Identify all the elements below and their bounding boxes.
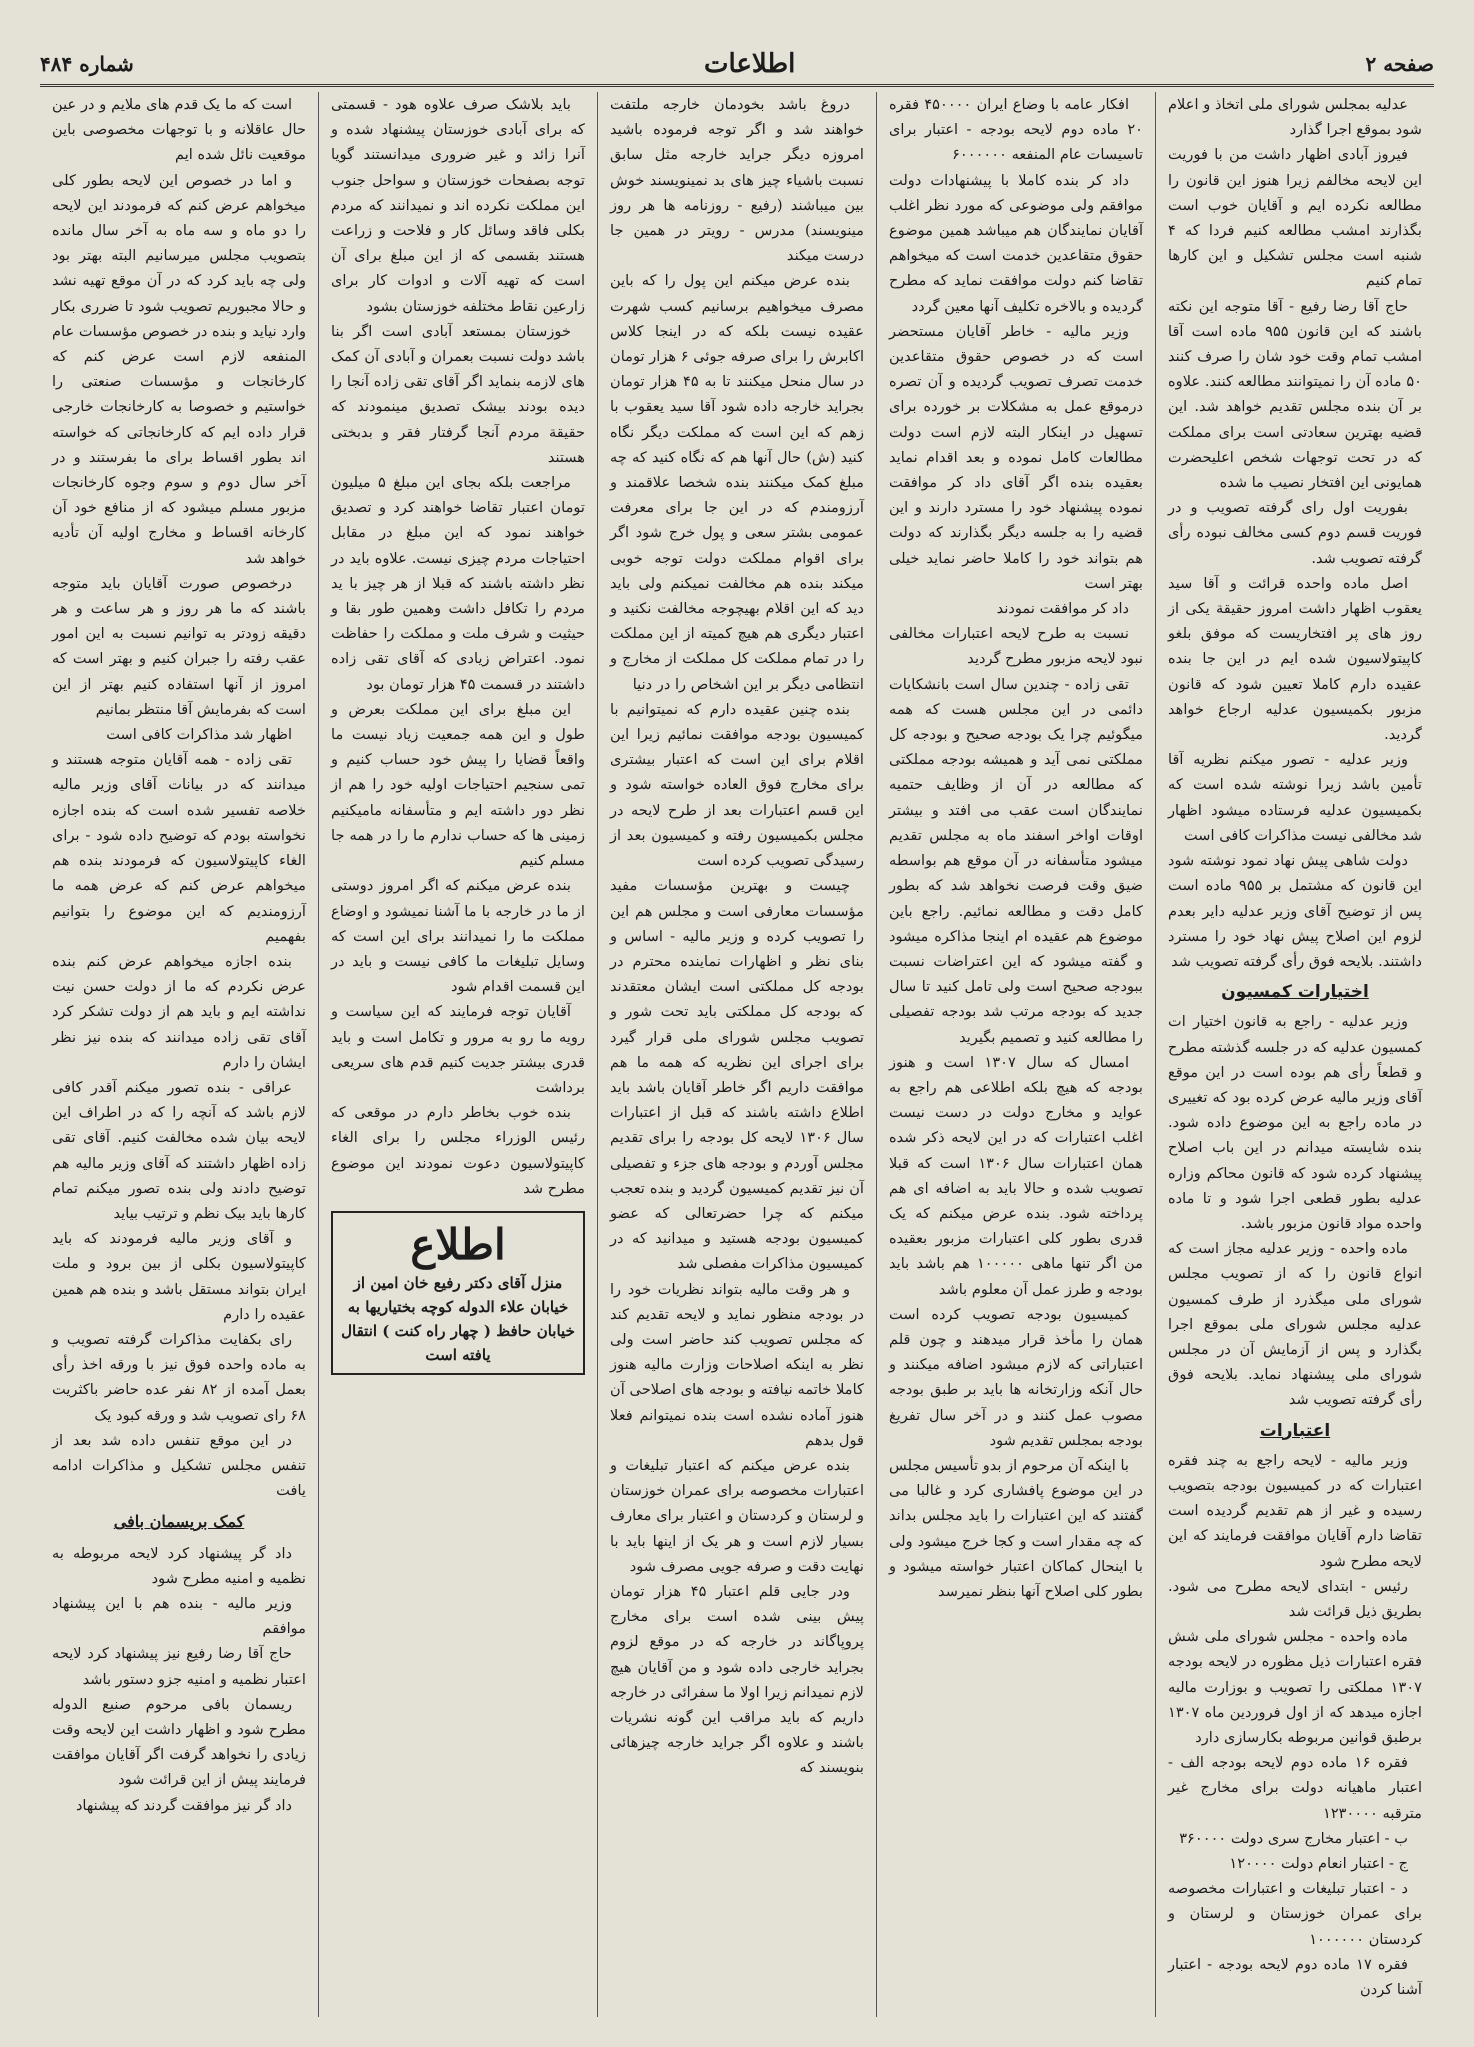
paragraph: وزیر عدلیه - راجع به قانون اختیار ات کمسیون عدلیه که در جلسه گذشته مطرح و قطعاً رأی هم بوده است در این موقع آقای وزیر مالیه عرض کرده بود که تغییری در ماده راجع به این موضوع داده شود. بنده شایسته میدانم در این باب اصلاح پیشنهاد کرده شود که قانون محاکم وزاره عدلیه بطور قطعی اجرا شود و تا ماده واحده مواد قانون مزبور باشد. — [1168, 1013, 1422, 1232]
header-rule — [40, 84, 1434, 87]
column-2 — [876, 92, 1155, 2017]
paragraph: وزیر مالیه - لایحه راجع به چند فقره اعتبارات که در کمیسیون بودجه بتصویب رسیده و غیر از هم تقدیم گردیده است تقاضا دارم آقایان موافقت فرمایند که این لایحه مطرح شود — [1168, 1451, 1422, 1570]
paragraph: و اما در خصوص این لایحه بطور کلی میخواهم عرض کنم که فرمودند این لایحه را دو ماه و سه ماه به آخر سال مانده بتصویب مجلس میرسانیم البته بهتر بود ولی چه باید کرد که در آن موقع تهیه نشد و حالا مجبوریم تصویب شود تا ضرری بکار وارد نیاید و بنده در خصوص مؤسسات عام المنفعه لازم است عرض کنم که کارخانجات و مؤسسات صنعتی را خواستیم و خصوصا به کارخانجات خارجی قرار داده ایم که کارخانجاتی که خواسته اند بطور اقساط برای ما بفرستند و در آخر سال دوم و سوم وجوه کارخانجات مزبور مسلم میشود که از منافع خود آن کارخانه اقساط و مخارج اولیه آن تأدیه خواهد شد — [52, 171, 306, 567]
paragraph-group — [1168, 92, 1422, 974]
paragraph: و هر وقت مالیه بتواند نظریات خود را در بودجه منظور نماید و لایحه تقدیم کند که مجلس تصویب کند حاضر است ولی نظر به اینکه اصلاحات وزارت مالیه هنوز کاملا خاتمه نیافته و بودجه های اصلاحی آن هنوز آماده نشده است بنده نمیتوانم فعلا قول بدهم — [610, 1280, 864, 1449]
paragraph: بنده اجازه میخواهم عرض کنم بنده عرض نکردم که ما از دولت حسن نیت نداشته ایم و باید هم از دولت تشکر کرد آقای تقی زاده میدانند که بنده نیز نظر ایشان را دارم — [52, 952, 306, 1071]
paragraph: بنده عرض میکنم که اعتبار تبلیغات و اعتبارات مخصوصه برای عمران خوزستان و لرستان و کردستان و اعتبار برای معارف بسیار لازم است و هر یک از اینها باید با نهایت دقت و صرفه جویی مصرف شود — [610, 1456, 864, 1575]
paragraph: بنده عرض میکنم که اگر امروز دوستی از ما در خارجه با ما آشنا نمیشود و اوضاع مملکت ما را نمیدانند برای این است که وسایل تبلیغات ما کافی نیست و باید در این قسمت اقدام شود — [331, 877, 585, 996]
paragraph: ودر جایی قلم اعتبار ۴۵ هزار تومان پیش بینی شده است برای مخارج پروپاگاند در خارجه که در موقع لزوم بجراید خارجی داده شود و من آقایان هیچ لازم نمیدانم زیرا اولا ما سفرائی در خارجه داریم که باید مراقب این گونه نشریات باشند و علاوه اگر جراید خارجه چیزهائی بنویسند که — [610, 1582, 864, 1777]
paragraph: آقایان توجه فرمایند که این سیاست و رویه ما رو به مرور و تکامل است و باید قدری بیشتر جدیت کنیم قدم های سریعی برداشت — [331, 1003, 585, 1096]
paragraph: داد کر بنده کاملا با پیشنهادات دولت موافقم ولی موضوعی که مورد نظر اغلب آقایان نمایندگان هم میباشد همین موضوع حقوق متقاعدین خدمت است که میخواهم تقاضا کنم دولت موافقت نماید که مطرح گردیده و بالاخره تکلیف آنها معین گردد — [889, 171, 1143, 315]
paragraph: حاج آقا رضا رفیع - آقا متوجه این نکته باشند که این قانون ۹۵۵ ماده است آقا امشب تمام وقت خود شان را صرف کنند ۵۰ ماده آن را نمیتوانند مطالعه کنند. علاوه بر آن بنده مجلس تقدیم خواهد شد. این قضیه بهترین سعادتی است برای مملکت که در تحت توجهات شخص اعلیحضرت همایونی این افتخار نصیب ما شده — [1168, 297, 1422, 492]
paragraph: درخصوص صورت آقایان باید متوجه باشند که ما هر روز و هر ساعت و هر دقیقه زودتر به توانیم نسبت به این امور عقب رفته را جبران کنیم و بهتر است که امروز از آنها استفاده کنیم بهتر از این است که بفرمایش آقا منتظر بمانیم — [52, 574, 306, 718]
paragraph-group — [889, 92, 1143, 1604]
column-5 — [40, 92, 318, 2017]
column-1 — [1155, 92, 1434, 2017]
paragraph: بنده خوب بخاطر دارم در موقعی که رئیس الوزراء مجلس را برای الغاء کاپیتولاسیون دعوت نمودند این موضوع مطرح شد — [331, 1104, 585, 1197]
paragraph: امسال که سال ۱۳۰۷ است و هنوز بودجه که هیچ بلکه اطلاعی هم راجع به عواید و مخارج دولت در دست نیست اغلب اعتبارات که در این لایحه ذکر شده همان اعتبارات سال ۱۳۰۶ است که قبلا تصویب شده و حالا باید به اضافه ای هم پرداخته شود. بنده عرض میکنم که یک قدری بطور کلی اعتبارات مزبور بعقیده من اگر تنها ماهی ۱۰۰۰۰۰ هم باشد باید بودجه و طرز عمل آن معلوم باشد — [889, 1053, 1143, 1298]
paragraph: تقی زاده - چندین سال است بانشکایات دائمی در این مجلس هست که همه میگوئیم چرا یک بودجه صحیح و بودجه کل مملکتی نمی آید و همیشه بودجه مملکتی که مطالعه در آن از وظایف حتمیه نمایندگان است عقب می افتد و بیشتر اوقات اواخر اسفند ماه به مجلس تقدیم میشود متأسفانه در آن موقع هم بواسطه ضیق وقت فرصت نخواهد شد که بطور کامل دقت و مطالعه نمائیم. راجع باین موضوع هم عقیده ام اینجا مذاکره میشود و گفته میشود که این اعتراضات نسبت ببودجه صحیح است ولی تامل کنید تا سال جدید که بودجه مرتب شد بودجه تفصیلی را مطالعه کنید و تصمیم بگیرید — [889, 675, 1143, 1046]
columns — [40, 92, 1434, 2017]
paragraph: با اینکه آن مرحوم از بدو تأسیس مجلس در این موضوع پافشاری کرد و غالبا می گفتند که این اعتبارات را باید مجلس بداند که چه مقدار است و کجا خرج میشود ولی با اینحال کماکان اعتبار خواسته میشود و بطور کلی اصلاح آنها بنظر نمیرسد — [889, 1456, 1143, 1600]
paragraph: فقره ۱۶ ماده دوم لایحه بودجه الف - اعتبار ماهیانه دولت برای مخارج غیر مترقبه ۱۲۳۰۰۰۰ — [1168, 1754, 1422, 1822]
paragraph: اظهار شد مذاکرات کافی است — [106, 726, 292, 744]
paragraph: فقره ۱۷ ماده دوم لایحه بودجه - اعتبار آشنا کردن — [1168, 1955, 1422, 1999]
column-4 — [318, 92, 597, 2017]
paragraph: بنده عرض میکنم این پول را که باین مصرف میخواهیم برسانیم کسب شهرت عقیده نیست بلکه که در اینجا کلاس اکابرش را برای صرفه جوئی ۶ هزار تومان در سال منحل میکنند تا به ۴۵ هزار تومان بجراید خارجه داده شود آقا سید یعقوب با زهم که این است که مملکت دیگر نگاه کنید (ش) حال آنها هم که نگاه کنید که چه مبلغ کمک میکنند بنده شخصا علاقمند و آرزومندم که در این جا برای معرفت عمومی بشتر سعی و پول خرج شود اگر برای اقوام مملکت دولت توجه خوبی میکند بنده هم مخالفت نمیکنم ولی باید دید که این اقلام بهیچوجه مخالفت نکنید و اعتبار دیگری هم هیچ کمیته از این مملکت را در تمام مملکت کل مملکت از مخارج و انتظامی دیگر بر این اشخاص را در دنیا — [610, 272, 865, 693]
paragraph: در این موقع تنفس داده شد بعد از تنفس مجلس تشکیل و مذاکرات ادامه یافت — [52, 1431, 306, 1500]
page-number: صفحه ۲ — [1365, 52, 1434, 76]
paragraph: ب - اعتبار مخارج سری دولت ۳۶۰۰۰۰ — [1179, 1829, 1408, 1847]
paragraph: باید بلاشک صرف علاوه هود - قسمتی که برای آبادی خوزستان پیشنهاد شده و آنرا زائد و غیر ضروری میدانستند گویا توجه بصفحات خوزستان و سواحل جنوب این مملکت نکرده اند و نمیدانند که مردم بکلی فاقد وسائل کار و فلاحت و زراعت هستند بقسمی که از این مبلغ برای آن است که تهیه آلات و ادوات کار برای زارعین نقاط مختلفه خوزستان بشود — [331, 96, 585, 315]
notice-body: منزل آقای دکتر رفیع خان امین از خیابان علاء الدوله کوچه بختیاریها به خیابان حافظ ( چهار راه کنت ) انتقال یافته است — [341, 1273, 575, 1364]
paragraph: بفوریت اول رای گرفته تصویب و در فوریت قسم دوم کسی مخالف نبوده رأی گرفته تصویب شد. — [1168, 499, 1422, 567]
paragraph: دولت شاهی پیش نهاد نمود نوشته شود این قانون که مشتمل بر ۹۵۵ ماده است پس از توضیح آقای وزیر عدلیه دایر بعدم لزوم این اصلاح پیش نهاد خود را مسترد داشتند. بلایحه فوق رأی گرفته تصویب شد — [1168, 852, 1422, 970]
paragraph: ج - اعتبار انعام دولت ۱۲۰۰۰۰ — [1229, 1855, 1408, 1873]
paragraph: افکار عامه با وضاع ایران ۴۵۰۰۰۰ فقره ۲۰ ماده دوم لایحه بودجه - اعتبار برای تاسیسات عام المنفعه ۶۰۰۰۰۰۰ — [889, 96, 1143, 164]
paragraph: وزیر عدلیه - تصور میکنم نظریه آقا تأمین باشد زیرا نوشته شده است که بکمیسیون عدلیه فرستاده میشود اظهار شد مخالفی نیست مذاکرات کافی است — [1168, 751, 1422, 844]
paragraph: وزیر مالیه - بنده هم با این پیشنهاد موافقم — [52, 1594, 306, 1638]
paragraph: این مبلغ برای این مملکت بعرض و طول و این همه جمعیت زیاد نیست ما واقعاً قضایا را پیش خود حساب کنیم و تمی سنجیم احتیاجات اولیه خود را هم از نظر دور داشته ایم و متأسفانه مامیکنیم زمینی ها که حساب ندارم ما را در همه جا مسلم کنیم — [331, 700, 585, 870]
paragraph: چیست و بهترین مؤسسات مفید مؤسسات معارفی است و مجلس هم این را تصویب کرده و وزیر مالیه - اساس و بنای نظر و اظهارات نماینده محترم در بودجه کل مملکتی است ایشان معتقدند که بودجه کل مملکتی باید تحت شور و تصویب مجلس شورای ملی قرار گیرد برای اجرای این نظریه که همه ما هم موافقت داریم اگر خاطر آقایان باشد باید اطلاع داشته باشند که قبل از اعتبارات سال ۱۳۰۶ لایحه کل بودجه را برای تقدیم مجلس آوردم و بودجه های جزء و تفصیلی آن نیز تقدیم کمیسیون گردید و بنده تعجب میکنم که چرا حضرتعالی که عضو کمیسیون بودجه هستید و میدانید که در کمیسیون مذاکرات مفصلی شد — [610, 877, 864, 1273]
heading-commission-powers: اختیارات کمسیون — [1221, 982, 1369, 1003]
paragraph: حاج آقا رضا رفیع نیز پیشنهاد کرد لایحه اعتبار نظمیه و امنیه جزو دستور باشد — [52, 1645, 306, 1688]
paragraph-group — [52, 92, 306, 1503]
paragraph: عدلیه بمجلس شورای ملی اتخاذ و اعلام شود بموقع اجرا گذارد — [1168, 96, 1422, 139]
paragraph: مراجعت بلکه بجای این مبلغ ۵ میلیون تومان اعتبار تقاضا خواهند کرد و تصدیق خواهند نمود که این مبلغ در مقابل احتیاجات مردم چیزی نیست. علاوه باید در نظر داشته باشند که قبلا از هر چیز با ید مردم را تکافل داشت وهمین طور بقا و حیثیت و شرف ملت و مملکت را حفاظت نمود. اعتراض زیادی که آقای تقی زاده داشتند در قسمت ۴۵ هزار تومان بود — [331, 474, 585, 693]
paragraph-group — [1168, 1448, 1422, 2002]
paragraph: دروغ باشد بخودمان خارجه ملتفت خواهند شد و اگر توجه فرموده باشید امروزه دیگر جراید خارجه مثل سابق نسبت باشیاء چیز های بد نمینویسند خوش بین میباشند (رفیع - روزنامه ها هر روز مینویسند) مدرس - رویتر در همین جا درست میکند — [610, 96, 864, 265]
paragraph: داد گر نیز موافقت گردند که پیشنهاد — [75, 1796, 292, 1814]
paragraph: کمیسیون بودجه تصویب کرده است همان را مأخذ قرار میدهند و چون قلم اعتباراتی که لازم میشود اضافه میکنند و حال آنکه وزارتخانه ها باید بر طبق بودجه مصوب عمل کنند و در آخر سال تفریغ بودجه بمجلس تقدیم شود — [889, 1305, 1143, 1449]
paragraph-group — [52, 1541, 306, 1818]
paragraph: رای بکفایت مذاکرات گرفته تصویب و به ماده واحده فوق نیز با ورقه اخذ رأی بعمل آمده از ۸۲ نفر عده حاضر باکثریت ۶۸ رای تصویب شد و ورقه کبود یک — [52, 1330, 306, 1424]
paragraph: ماده واحده - مجلس شورای ملی شش فقره اعتبارات ذیل مظوره در لایحه بودجه ۱۳۰۷ مملکتی را تصویب و بوزارت مالیه اجازه میدهد که از اول فروردین ماه ۱۳۰۷ برطبق قوانین مربوطه بکارسازی دارد — [1168, 1628, 1422, 1746]
paragraph: د - اعتبار تبلیغات و اعتبارات مخصوصه برای عمران خوزستان و لرستان و کردستان ۱۰۰۰۰۰۰ — [1168, 1880, 1422, 1948]
paragraph: نسبت به طرح لایحه اعتبارات مخالفی نبود لایحه مزبور مطرح گردید — [889, 625, 1143, 668]
paragraph: وزیر مالیه - خاطر آقایان مستحضر است که در خصوص حقوق متقاعدین خدمت تصرف تصویب گردیده و آن تصره درموقع عمل به مشکلات بر خورده برای تسهیل در اینکار البته لازم است دولت مطالعات کامل نموده و بعد اقدام نماید بعقیده بنده اگر آقای داد کر موافقت نموده پیشنهاد خود را مسترد دارند و این قضیه را به جلسه دیگر بگذارند که دولت هم بتواند خود را کاملا حاضر نماید خیلی بهتر است — [889, 322, 1143, 592]
paragraph: داد کر موافقت نمودند — [996, 600, 1129, 618]
paragraph: عراقی - بنده تصور میکنم آقدر کافی لازم باشد که آنچه را که در اطراف این لایحه بیان شده مخالفت کنیم. آقای تقی زاده اظهار داشتند که آقای وزیر مالیه هم توضیح دادند ولی بنده تصور میکنم تمام کارها باید بیک نظم و ترتیب بیاید — [52, 1078, 306, 1222]
paragraph-group — [1168, 1009, 1422, 1412]
paragraph: ریسمان بافی مرحوم صنیع الدوله مطرح شود و اظهار داشت این لایحه وقت زیادی را نخواهد گرفت اگر آقایان موافقت فرمایند پیش از این قرائت شود — [52, 1695, 306, 1789]
paragraph-group — [610, 92, 864, 1781]
paragraph-group — [331, 92, 585, 1201]
paper-title: اطلاعات — [703, 49, 796, 79]
masthead — [40, 48, 1434, 80]
heading-credits: اعتبارات — [1259, 1420, 1331, 1441]
heading-rope-weaving: کمک بریسمان بافی — [113, 1512, 245, 1532]
paragraph: ماده واحده - وزیر عدلیه مجاز است که انواع قانون را که از تصویب مجلس شورای ملی میگذرد از طرف کمسیون عدلیه مجلس شورای ملی بموقع اجرا بگذارد و پس از آزمایش آن در مجلس شورای ملی پیشنهاد نماید. بلایحه فوق رأی گرفته تصویب شد — [1168, 1240, 1422, 1409]
issue-number: شماره ۴۸۴ — [40, 52, 134, 76]
paragraph: اصل ماده واحده قرائت و آقا سید یعقوب اظهار داشت امروز حقیقة یکی از روز های پر افتخاریست که موفق بلغو کاپیتولاسیون شده ایم در این جا بنده عقیده دارم کاملا تعیین شود که قانون مزبور بکمیسیون عدلیه ارجاع خواهد گردید. — [1168, 574, 1422, 744]
column-3 — [597, 92, 876, 2017]
notice-box — [331, 1211, 585, 1375]
paragraph: بنده چنین عقیده دارم که نمیتوانیم با کمیسیون بودجه موافقت نمائیم زیرا این اقلام برای این است که اعتبار بیشتری برای مخارج فوق العاده خواسته شود و این قسم اعتبارات بعد از طرح لایحه در مجلس بکمیسیون رفته و کمیسیون بعد از رسیدگی تصویب کرده است — [610, 700, 864, 870]
notice-title: اطلاع — [410, 1219, 506, 1269]
paragraph: رئیس - ابتدای لایحه مطرح می شود. بطریق ذیل قرائت شد — [1168, 1577, 1422, 1620]
paragraph: تقی زاده - همه آقایان متوجه هستند و میدانند که در بیانات آقای وزیر مالیه خلاصه تفسیر شده است که بنده اجازه نخواسته بودم که توضیح داده شود - برای الغاء کاپیتولاسیون که فرمودند بنده هم میخواهم عرض کنم که عرض همه ما آرزومندیم که این موضوع را بتوانیم بفهمیم — [52, 751, 306, 945]
paragraph: خوزستان بمستعد آبادی است اگر بنا باشد دولت نسبت بعمران و آبادی آن کمک های لازمه بنماید اگر آقای تقی زاده آنجا را دیده بودند بیشک تصدیق مینمودند که حقیقة مردم آنجا گرفتار فقر و بدبختی هستند — [331, 322, 585, 466]
paragraph: و آقای وزیر مالیه فرمودند که باید کاپیتولاسیون بکلی از بین برود و ملت ایران بتواند مستقل باشد و بنده هم همین عقیده را دارم — [52, 1230, 306, 1323]
paragraph: داد گر پیشنهاد کرد لایحه مربوطه به نظمیه و امنیه مطرح شود — [52, 1544, 306, 1587]
paragraph: فیروز آبادی اظهار داشت من با فوریت این لایحه مخالفم زیرا هنوز این قانون را مطالعه نکرده ایم و آقایان خوب است بگذارند امشب مطالعه کنیم فردا که ۴ شنبه است مجلس تشکیل و این کارها تمام کنیم — [1168, 146, 1422, 290]
paragraph: است که ما یک قدم های ملایم و در عین حال عاقلانه و با توجهات مخصوصی باین موقعیت نائل شده ایم — [52, 96, 306, 164]
